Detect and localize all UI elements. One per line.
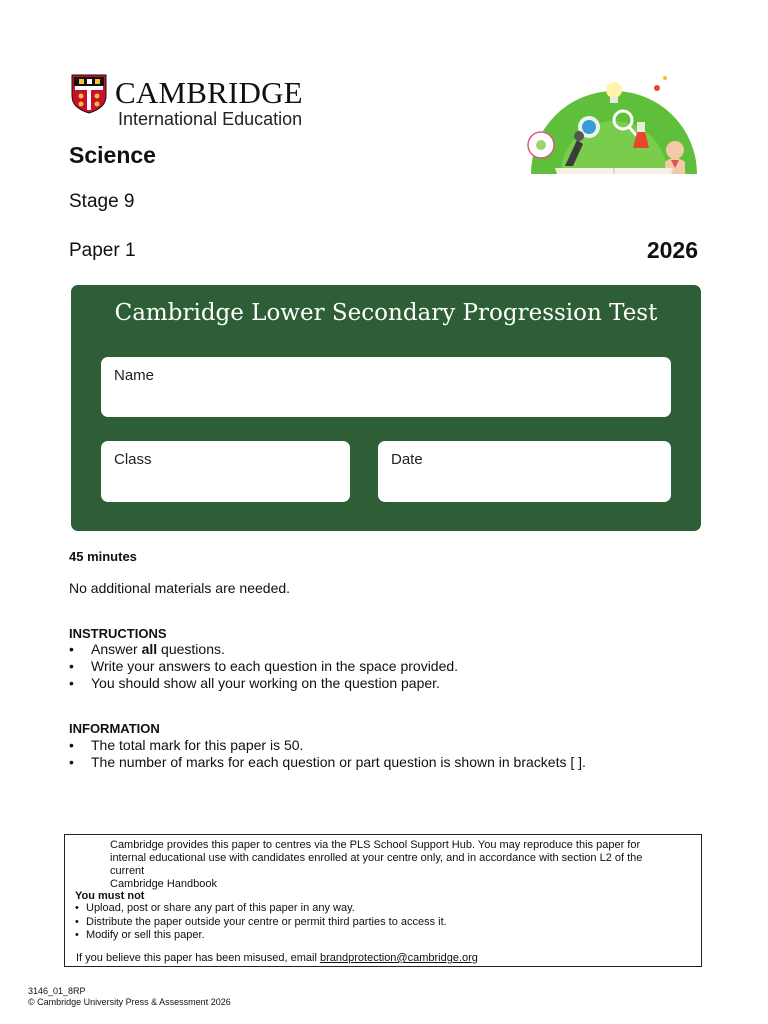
list-item: • Answer all questions. [69,641,458,658]
notice-paragraph: Cambridge provides this paper to centres via the PLS School Support Hub. You may reproduce this paper for internal educational use with candidates enrolled at your centre only, and in accordance with section L2 of the current Cambridge Handbook [110,839,643,890]
instructions-list [69,641,458,692]
list-item: • Write your answers to each question in the space provided. [69,658,458,675]
date-field-label: Date [391,451,423,468]
must-not-heading: You must not [75,890,145,902]
materials-text: No additional materials are needed. [69,580,291,596]
brand-subtitle: International Education [118,109,303,129]
information-heading: INFORMATION [69,721,160,736]
list-item: • Distribute the paper outside your centre or permit third parties to access it. [75,916,447,930]
subject-title: Science [69,142,156,168]
list-item: • Upload, post or share any part of this paper in any way. [75,902,447,916]
list-item: • The total mark for this paper is 50. [69,737,586,754]
class-field-label: Class [114,451,152,468]
paper-code: 3146_01_8RP [28,986,86,996]
usage-notice-box [64,834,702,967]
brandprotection-email-link[interactable]: brandprotection@cambridge.org [319,952,478,964]
test-title: Cambridge Lower Secondary Progression Test [114,300,658,326]
information-list [69,737,586,771]
science-illustration-icon [525,70,703,176]
misuse-text: If you believe this paper has been misused, email brandprotection@cambridge.org [76,952,478,964]
list-item: • The number of marks for each question or part question is shown in brackets [ ]. [69,754,586,771]
class-field[interactable] [101,441,350,502]
cambridge-crest-icon [71,74,107,114]
duration-text: 45 minutes [69,549,137,564]
name-field[interactable] [101,357,671,417]
cambridge-logo [71,74,321,130]
brand-name: CAMBRIDGE [115,75,303,110]
paper-label: Paper 1 [69,240,136,261]
copyright-text: © Cambridge University Press & Assessment 2026 [28,997,231,1007]
name-field-label: Name [114,367,155,384]
candidate-details-panel [71,285,701,531]
instructions-heading: INSTRUCTIONS [69,626,167,641]
list-item: • Modify or sell this paper. [75,929,447,943]
must-not-list [75,902,447,943]
stage-label: Stage 9 [69,191,135,212]
list-item: • You should show all your working on the question paper. [69,675,458,692]
exam-year: 2026 [646,237,698,263]
date-field[interactable] [378,441,671,502]
